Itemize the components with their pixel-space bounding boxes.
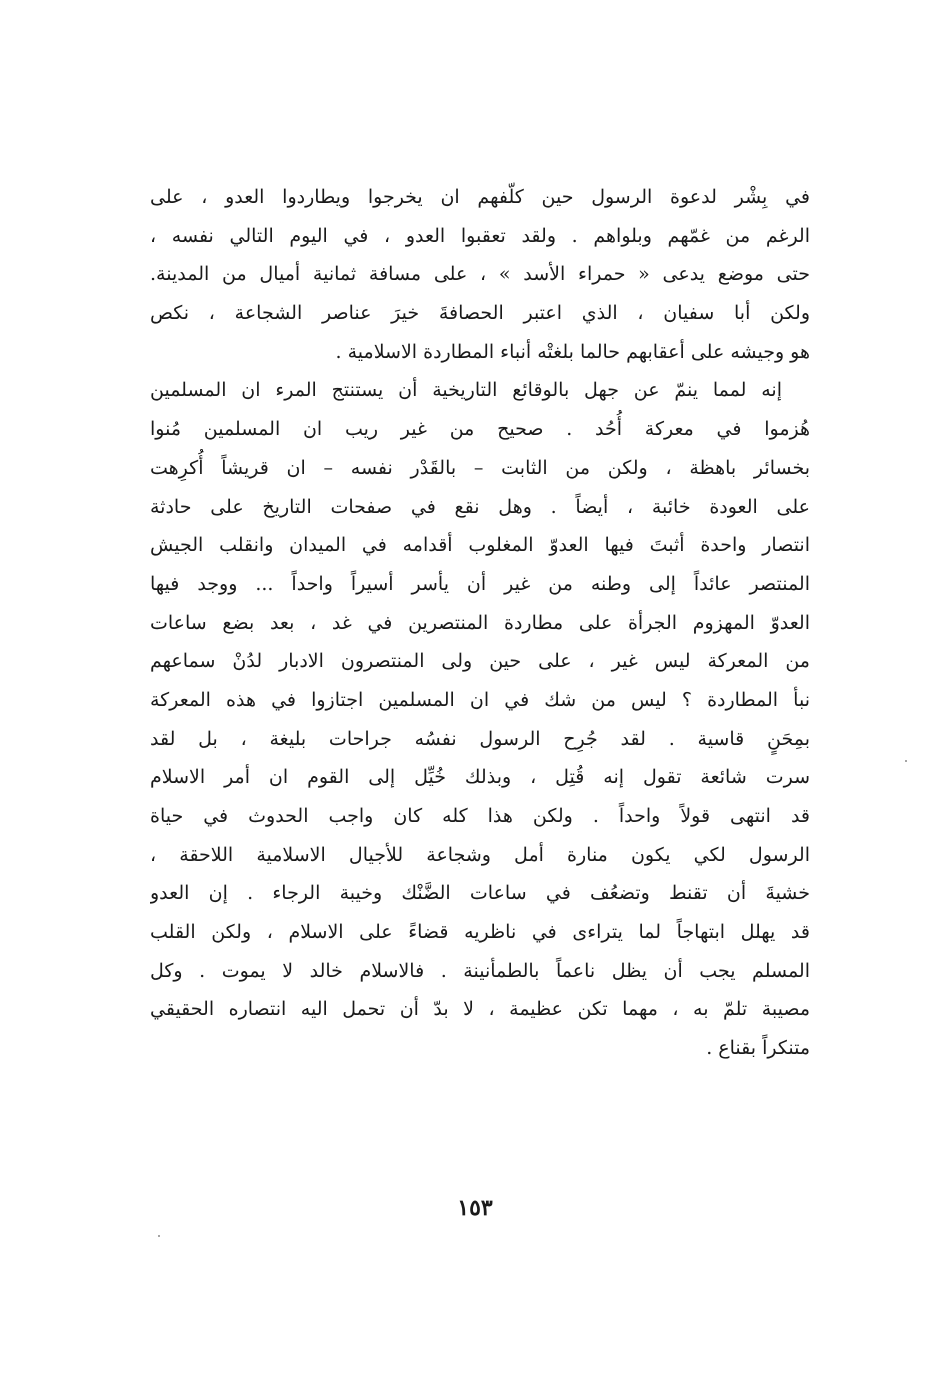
text-line: بمِحَنٍ قاسية . لقد جُرِح الرسول نفسُه جراحات بليغة ، بل لقد — [150, 727, 810, 750]
text-line: إنه لمما ينمّ عن جهل بالوقائع التاريخية أن يستنتج المرء ان المسلمين — [150, 379, 782, 402]
text-line: سرت شائعة تقول إنه قُتِل ، وبذلك خُيِّل إلى القوم ان أمر الاسلام — [150, 766, 810, 789]
text-line: هُزموا في معركة أُحُد . صحيح من غير ريب ان المسلمين مُنوا — [150, 418, 810, 441]
page-number: ١٥٣ — [457, 1195, 493, 1221]
text-line: مصيبة تلمّ به ، مهما تكن عظيمة ، لا بدّ أن تحمل اليه انتصاره الحقيقي — [150, 998, 810, 1021]
text-line: في بِشْر لدعوة الرسول حين كلّفهم ان يخرجوا ويطاردوا العدو ، على — [150, 186, 810, 208]
paragraph-1 — [150, 178, 810, 371]
text-line: متنكراً بقناع . — [706, 1037, 810, 1060]
text-line: هو وجيشه على أعقابهم حالما بلغتْه أنباء المطاردة الاسلامية . — [335, 340, 810, 363]
text-line: قد يهلل ابتهاجاً لما يتراءى في ناظريه قضاءً على الاسلام ، ولكن القلب — [150, 921, 810, 944]
text-line: ولكن أبا سفيان ، الذي اعتبر الحصافةَ خيرَ عناصر الشجاعة ، نكص — [150, 302, 810, 325]
text-line: المنتصر عائداً إلى وطنه من غير أن يأسر أسيراً واحداً ... ووجد فيها — [150, 572, 810, 595]
paragraph-2 — [150, 371, 810, 1067]
text-line: العدوّ المهزوم الجرأة على مطاردة المنتصرين في غد ، بعد بضع ساعات — [150, 611, 810, 634]
text-line: من المعركة ليس غير ، على حين ولى المنتصرون الادبار لدُنْ سماعهم — [150, 650, 810, 673]
text-line: قد انتهى قولاً واحداً . ولكن هذا كله كان واجب الحدوث في حياة — [150, 805, 810, 827]
text-line: الرغم من غمّهم وبلواهم . ولقد تعقبوا العدو ، في اليوم التالي نفسه ، — [150, 224, 810, 247]
text-line: انتصار واحدة أثبتَ فيها العدوّ المغلوب أقدامه في الميدان وانقلب الجيش — [150, 534, 810, 557]
text-line: خشيةَ أن تقنط وتضعُف في ساعات الضَّنْك وخيبة الرجاء . إن العدو — [150, 882, 810, 905]
text-line: حتى موضع يدعى « حمراء الأسد » ، على مسافة ثمانية أميال من المدينة. — [150, 263, 810, 286]
scan-speck — [158, 1235, 160, 1237]
text-line: الرسول لكي يكون منارة أمل وشجاعة للأجيال الاسلامية اللاحقة ، — [150, 843, 810, 866]
text-line: بخسائر باهظة ، ولكن من الثابت – بالقَدْر نفسه – ان قريشاً أُكرِهت — [150, 456, 810, 479]
body-text — [150, 178, 810, 1068]
text-line: المسلم يجب أن يظل ناعماً بالطمأنينة . فالاسلام خالد لا يموت . وكل — [150, 959, 810, 982]
text-line: على العودة خائبة ، أيضاً . وهل نقع في صفحات التاريخ على حادثة — [150, 495, 810, 518]
scan-speck — [905, 760, 907, 762]
text-line: نبأ المطاردة ؟ ليس من شك في ان المسلمين اجتازوا في هذه المعركة — [150, 688, 810, 711]
